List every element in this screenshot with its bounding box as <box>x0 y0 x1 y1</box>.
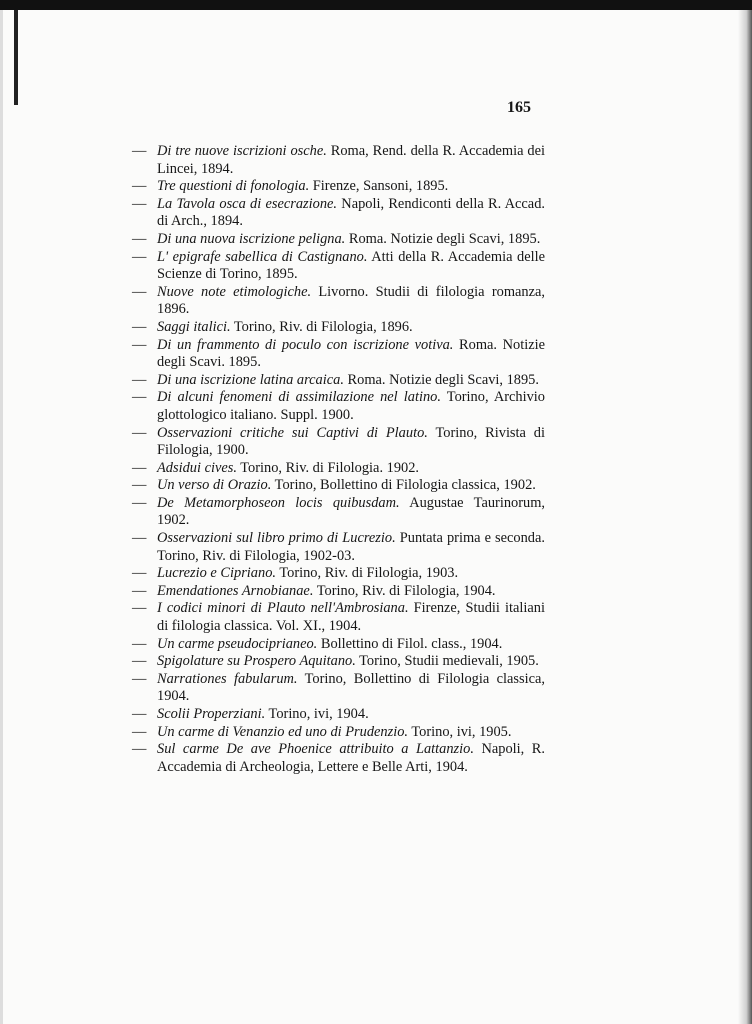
entry-publication: Torino, Bollettino di Filologia classica, 1904. <box>157 670 545 705</box>
entry-title: Osservazioni critiche sui Captivi di Plauto. <box>157 424 428 441</box>
entry-title: Tre questioni di fonologia. <box>157 178 310 195</box>
entry-publication: Roma. Notizie degli Scavi. 1895. <box>157 336 545 371</box>
bibliography-entry <box>132 459 545 478</box>
bibliography-entry <box>132 741 545 776</box>
entry-dash: — <box>132 178 147 195</box>
bibliography-entry <box>132 565 545 583</box>
bibliography-entry <box>132 195 545 231</box>
entry-dash: — <box>132 318 147 335</box>
bibliography-entry <box>132 283 545 319</box>
entry-title: Di tre nuove iscrizioni osche. <box>157 143 327 159</box>
entry-title: Scolii Properziani. <box>157 706 266 722</box>
entry-dash: — <box>132 424 147 441</box>
entry-dash: — <box>132 477 147 494</box>
entry-publication: Augustae Taurinorum, 1902. <box>157 494 546 529</box>
entry-title: Di alcuni fenomeni di assimilazione nel latino. <box>157 389 441 406</box>
entry-dash: — <box>132 494 147 511</box>
bibliography-entry <box>132 389 545 424</box>
scan-right-edge <box>738 10 752 1024</box>
entry-title: Un carme pseudociprianeo. <box>157 635 318 652</box>
entry-dash: — <box>132 670 147 687</box>
entry-publication: Roma. Notizie degli Scavi, 1895. <box>343 371 539 388</box>
entry-dash: — <box>132 459 147 476</box>
entry-dash: — <box>132 600 147 617</box>
bibliography-entry <box>132 248 545 284</box>
entry-title: De Metamorphoseon locis quibusdam. <box>157 494 400 511</box>
entry-title: Emendationes Arnobianae. <box>157 582 314 599</box>
entry-title: Narrationes fabularum. <box>157 670 298 687</box>
entry-publication: Torino, Studii medievali, 1905. <box>355 653 539 670</box>
entry-publication: Torino, Riv. di Filologia, 1904. <box>313 582 496 599</box>
bibliography-entry <box>132 371 545 390</box>
scan-left-edge <box>14 10 18 105</box>
entry-publication: Torino, ivi, 1904. <box>265 706 369 722</box>
bibliography-entry <box>132 494 546 530</box>
bibliography-entry <box>132 424 546 460</box>
scan-left-margin <box>0 10 3 1024</box>
entry-publication: Firenze, Studii italiani di filologia classica. Vol. XI., 1904. <box>157 600 545 635</box>
entry-publication: Torino, ivi, 1905. <box>408 723 512 740</box>
entry-publication: Livorno. Studii di filologia romanza, 1896. <box>157 283 545 318</box>
scan-top-border <box>0 0 752 10</box>
entry-dash: — <box>132 143 147 159</box>
bibliography-entry <box>132 600 545 635</box>
entry-title: I codici minori di Plauto nell'Ambrosiana. <box>157 600 409 617</box>
bibliography-entry <box>132 706 545 724</box>
entry-title: Osservazioni sul libro primo di Lucrezio. <box>157 530 396 547</box>
entry-title: Nuove note etimologiche. <box>157 283 312 300</box>
entry-publication: Roma, Rend. della R. Accademia dei Lincei, 1894. <box>157 143 545 177</box>
entry-dash: — <box>132 706 147 722</box>
entry-title: Spigolature su Prospero Aquitano. <box>157 653 356 670</box>
entry-dash: — <box>132 530 147 547</box>
entry-publication: Napoli, R. Accademia di Archeologia, Lettere e Belle Arti, 1904. <box>157 741 545 775</box>
entry-publication: Torino, Archivio glottologico italiano. Suppl. 1900. <box>157 389 545 423</box>
entry-publication: Torino, Bollettino di Filologia classica, 1902. <box>271 477 536 494</box>
bibliography-entry <box>132 635 545 654</box>
entry-dash: — <box>132 283 147 300</box>
entry-dash: — <box>132 565 147 582</box>
bibliography-entry <box>132 318 545 337</box>
bibliography-entry <box>132 582 545 601</box>
entry-publication: Puntata prima e seconda. Torino, Riv. di Filologia, 1902-03. <box>157 530 545 564</box>
page-number: 165 <box>507 99 531 116</box>
entry-title: Di un frammento di poculo con iscrizione votiva. <box>157 336 454 353</box>
entry-dash: — <box>132 723 147 740</box>
entry-publication: Roma. Notizie degli Scavi, 1895. <box>345 230 541 247</box>
bibliography-list <box>132 143 546 776</box>
bibliography-entry <box>132 530 545 565</box>
entry-publication: Firenze, Sansoni, 1895. <box>309 178 449 195</box>
bibliography-entry <box>132 230 545 249</box>
bibliography-entry <box>132 178 545 196</box>
entry-publication: Torino, Riv. di Filologia, 1896. <box>230 318 413 335</box>
entry-dash: — <box>132 741 147 758</box>
entry-title: Di una iscrizione latina arcaica. <box>157 371 344 388</box>
entry-title: Lucrezio e Cipriano. <box>157 565 276 582</box>
entry-publication: Torino, Riv. di Filologia, 1903. <box>276 565 459 582</box>
bibliography-entry <box>132 653 545 671</box>
entry-publication: Torino, Riv. di Filologia. 1902. <box>236 459 420 476</box>
entry-title: L' epigrafe sabellica di Castignano. <box>157 248 368 265</box>
entry-dash: — <box>132 248 147 265</box>
bibliography-entry <box>132 723 545 742</box>
entry-dash: — <box>132 635 147 652</box>
entry-publication: Torino, Rivista di Filologia, 1900. <box>157 424 546 459</box>
entry-dash: — <box>132 582 147 599</box>
entry-title: Adsidui cives. <box>157 459 237 476</box>
entry-title: La Tavola osca di esecrazione. <box>157 195 338 212</box>
entry-dash: — <box>132 389 147 406</box>
entry-dash: — <box>132 336 147 353</box>
entry-publication: Napoli, Rendiconti della R. Accad. di Arch., 1894. <box>157 195 545 230</box>
bibliography-entry <box>132 477 545 495</box>
entry-dash: — <box>132 230 147 247</box>
entry-dash: — <box>132 371 147 388</box>
bibliography-entry <box>132 143 545 178</box>
entry-title: Un carme di Venanzio ed uno di Prudenzio. <box>157 723 409 740</box>
entry-title: Sul carme De ave Phoenice attribuito a Lattanzio. <box>157 741 474 758</box>
entry-title: Un verso di Orazio. <box>157 477 272 494</box>
entry-dash: — <box>132 653 147 670</box>
entry-title: Saggi italici. <box>157 318 231 335</box>
entry-publication: Bollettino di Filol. class., 1904. <box>317 635 503 652</box>
bibliography-entry <box>132 670 545 706</box>
bibliography-entry <box>132 336 545 372</box>
entry-publication: Atti della R. Accademia delle Scienze di Torino, 1895. <box>157 248 545 283</box>
entry-dash: — <box>132 195 147 212</box>
entry-title: Di una nuova iscrizione peligna. <box>157 230 346 247</box>
